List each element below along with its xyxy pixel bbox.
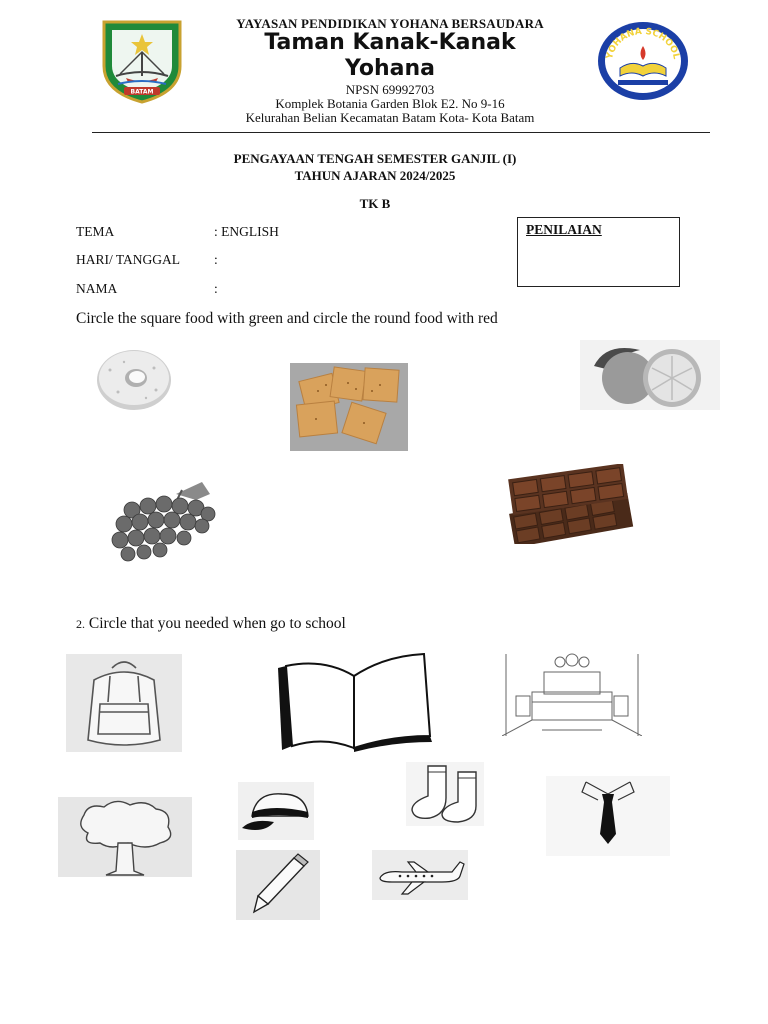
pencil-image[interactable] <box>236 850 320 920</box>
school-district: Kelurahan Belian Kecamatan Batam Kota- Kota Batam <box>245 110 535 122</box>
school-name-line1: Taman Kanak-Kanak <box>264 30 516 55</box>
header-divider <box>92 132 710 133</box>
foundation-name: YAYASAN PENDIDIKAN YOHANA BERSAUDARA <box>236 16 544 31</box>
hari-tanggal-label: HARI/ TANGGAL <box>76 252 181 267</box>
chocolate-image[interactable] <box>506 464 640 544</box>
socks-image[interactable] <box>406 762 484 826</box>
question-2-label: Circle that you needed when go to school <box>88 615 346 632</box>
nama-label: NAMA <box>76 281 118 296</box>
nama-value: : <box>214 281 218 296</box>
donut-image[interactable] <box>94 346 174 412</box>
yohana-school-logo <box>596 20 690 102</box>
question-2-text <box>76 615 346 633</box>
batam-emblem-text: BATAM <box>130 88 154 96</box>
school-name <box>200 30 580 82</box>
tie-image[interactable] <box>546 776 670 856</box>
cap-image[interactable] <box>238 782 314 840</box>
crackers-image[interactable] <box>290 363 408 451</box>
score-label: PENILAIAN <box>526 222 602 237</box>
grapes-image[interactable] <box>106 480 222 566</box>
orange-image[interactable] <box>580 340 720 410</box>
tree-image[interactable] <box>58 797 192 877</box>
question-2-number: 2. <box>76 617 85 631</box>
school-name-line2: Yohana <box>344 56 436 81</box>
yohana-school-logo-text: YOHANA SCHOOL <box>605 26 681 61</box>
npsn-number: NPSN 69992703 <box>345 82 435 97</box>
question-1-text: Circle the square food with green and circle the round food with red <box>76 310 498 327</box>
bedroom-image[interactable] <box>502 652 642 736</box>
backpack-image[interactable] <box>66 654 182 752</box>
exam-title: PENGAYAAN TENGAH SEMESTER GANJIL (I) <box>233 151 517 166</box>
academic-year: TAHUN AJARAN 2024/2025 <box>294 168 456 183</box>
class-label: TK B <box>359 196 391 211</box>
tema-value: : ENGLISH <box>214 224 279 239</box>
tema-label: TEMA <box>76 224 115 239</box>
school-district-wrap <box>200 110 580 122</box>
school-address: Komplek Botania Garden Blok E2. No 9-16 <box>275 96 505 111</box>
hari-tanggal-value: : <box>214 252 218 267</box>
airplane-image[interactable] <box>372 850 468 900</box>
book-image[interactable] <box>274 650 434 754</box>
